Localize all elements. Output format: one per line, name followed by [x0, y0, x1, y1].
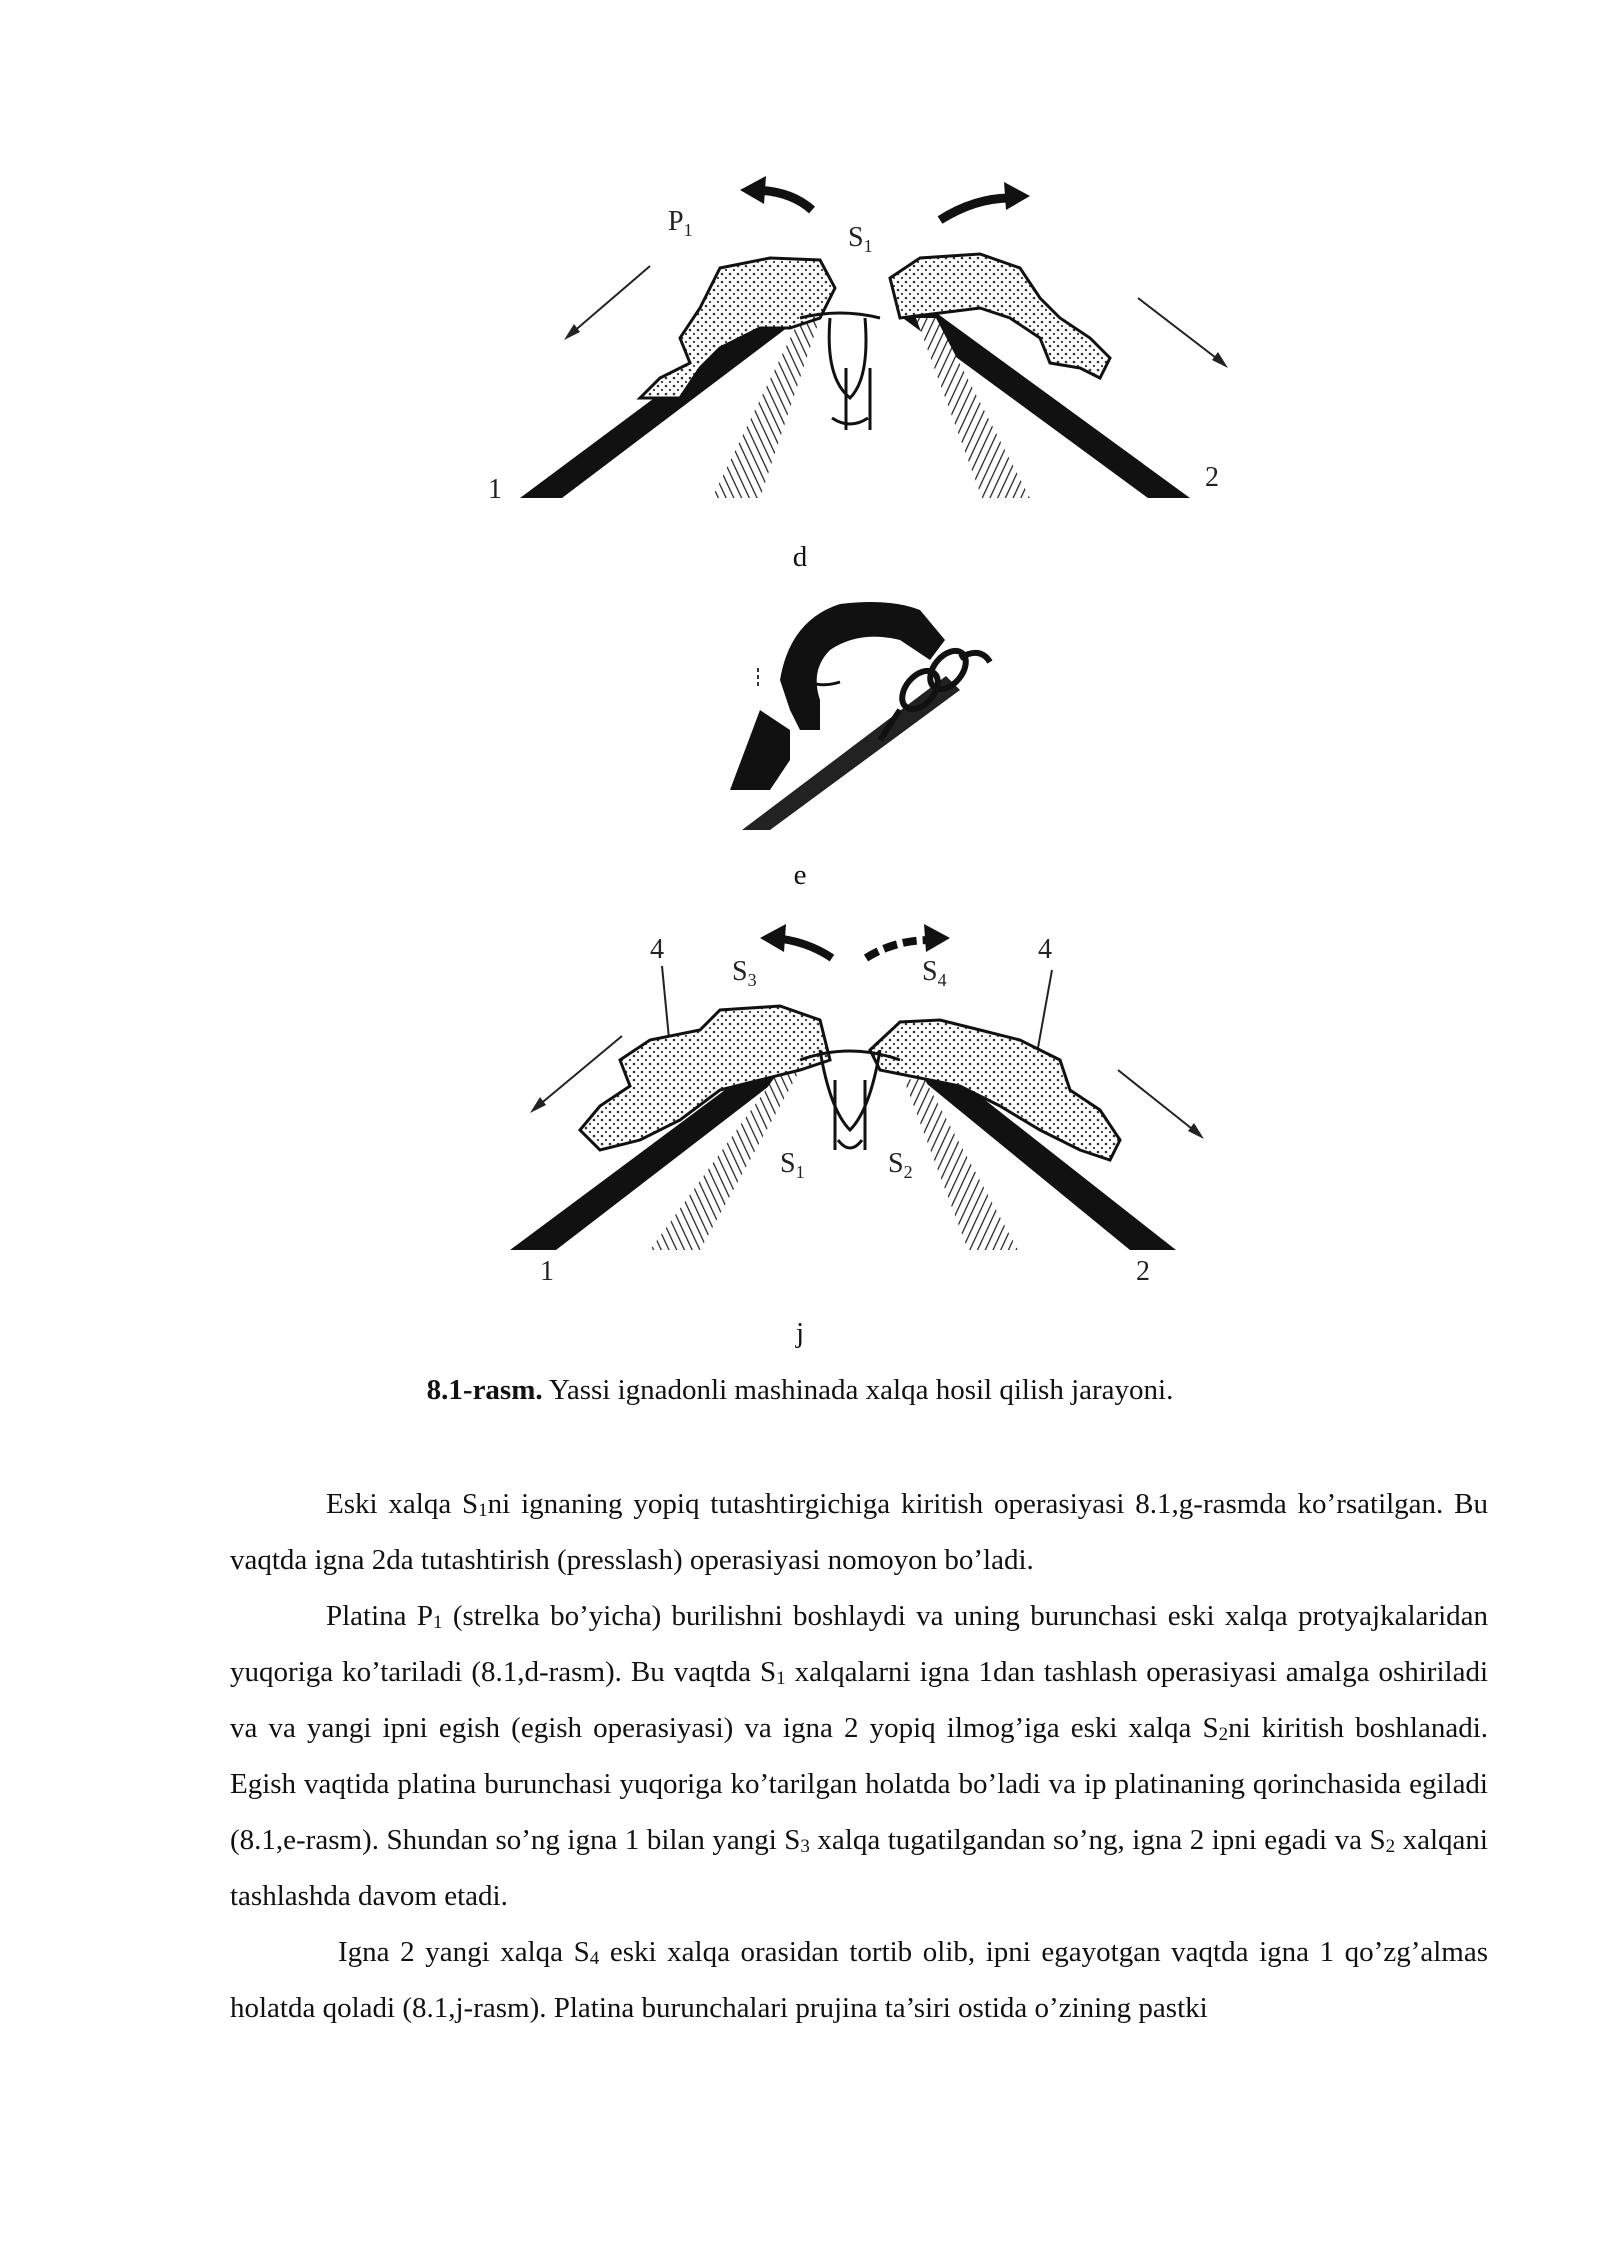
label-needle-2: 2 — [1205, 462, 1219, 493]
figure-d-label: d — [792, 541, 808, 573]
caption-number: 8.1-rasm. — [426, 1374, 543, 1406]
figure-j-label: j — [795, 1317, 805, 1349]
label-s1: $S_1$ — [848, 222, 873, 256]
arrow-left-curved-icon — [740, 176, 812, 210]
label-s2: $S_2$ — [888, 1148, 913, 1182]
figure-d — [0, 168, 1600, 523]
label-p1: $P_1$ — [668, 206, 693, 240]
arrow-right-curved-icon — [866, 924, 950, 958]
label-4-right: 4 — [1038, 934, 1052, 965]
sinker-base-e — [730, 710, 790, 790]
paragraph-2: Platina $P_1$ (strelka bo’yicha) burilishni boshlaydi va uning burunchasi eski xalqa protyajkalaridan yuqoriga ko’tariladi (8.1,d-rasm). Bu vaqtda $S_1$ xalqalarni igna 1dan tashlash operasiyasi amalga oshiriladi va va yangi ipni egish (egish operasiyasi) va igna 2 yopiq ilmog’iga eski xalqa $S_2ni$ kiritish boshlanadi. Egish vaqtida platina burunchasi yuqoriga ko’tarilgan holatda bo’ladi va ip platinaning qorinchasida egiladi (8.1,e-rasm). Shundan so’ng igna 1 bilan yangi $S_3$ xalqa tugatilgandan so’ng, igna 2 ipni egadi va $S_2$ xalqani tashlashda davom etadi. — [230, 1600, 1489, 1912]
paragraph-1: Eski xalqa $S_1ni$ ignaning yopiq tutashtirgichiga kiritish operasiyasi 8.1,g-rasmda ko’rsatilgan. Bu vaqtda igna 2da tutashtirish (presslash) operasiyasi nomoyon bo’ladi. — [230, 1488, 1488, 1576]
label-needle-1: 1 — [488, 474, 502, 505]
body-text — [230, 1476, 1488, 2036]
figure-e — [0, 590, 1600, 830]
figure-j-drawing — [0, 910, 1600, 1280]
figure-d-drawing — [0, 168, 1600, 523]
label-needle-2: 2 — [1136, 1256, 1150, 1280]
arrow-down-right-icon — [1118, 1070, 1204, 1139]
figure-e-label: e — [793, 859, 807, 891]
label-s4: $S_4$ — [922, 956, 947, 990]
figure-j — [0, 910, 1600, 1280]
label-needle-1: 1 — [540, 1256, 554, 1280]
paragraph-3: Igna 2 yangi xalqa $S_4$ eski xalqa orasidan tortib olib, ipni egayotgan vaqtda igna 1 qo’zg’almas holatda qoladi (8.1,j-rasm). Platina burunchalari prujina ta’siri ostida o’zining pastki — [230, 1936, 1489, 2024]
arrow-left-curved-icon — [760, 924, 832, 958]
label-s1: $S_1$ — [780, 1148, 805, 1182]
caption-text: Yassi ignadonli mashinada xalqa hosil qilish jarayoni. — [542, 1374, 1174, 1406]
figure-e-drawing — [0, 590, 1600, 830]
arrow-right-curved-icon — [940, 182, 1030, 220]
arrow-down-left-icon — [564, 266, 650, 340]
label-4-left: 4 — [650, 934, 664, 965]
arrow-down-right-icon — [1138, 298, 1228, 368]
label-s3: $S_3$ — [732, 956, 757, 990]
figure-caption — [0, 1372, 1600, 1408]
